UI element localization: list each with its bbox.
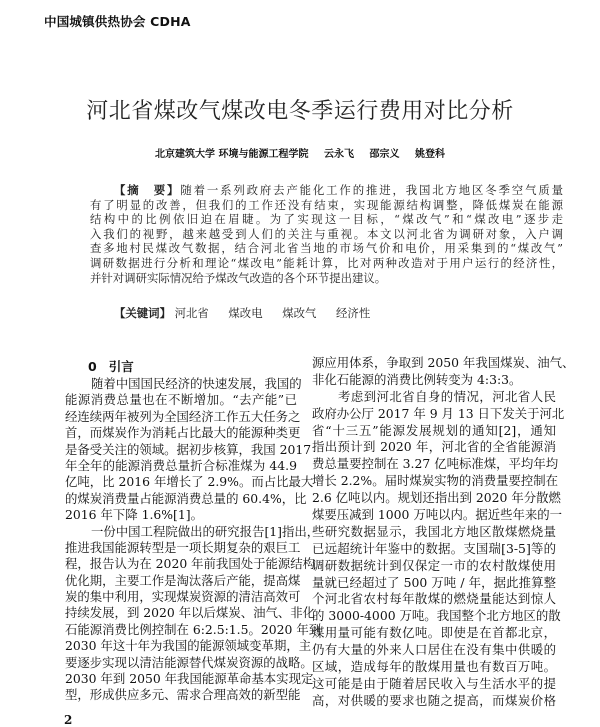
body-text-line: 推进我国能源转型是一项长期复杂的艰巨工 [65,539,301,555]
section-heading [88,357,134,375]
abstract-line: 查多地村民煤改气数据，结合河北省当地的市场气价和电价，用采集到的“煤改气” [90,241,563,256]
abstract-label: 【摘 要】 [114,183,181,197]
body-text-line: 政府办公厅 2017 年 9 月 13 日下发关于河北 [312,405,565,421]
body-text-line: 这可能是由于随着居民收入与生活水平的提 [312,675,556,691]
abstract-line: 结构中的比例依旧迫在眉睫。为了实现这一目标，“煤改气”和“煤改电”逐步走 [90,212,563,227]
body-text-line: 增长 2.2%。届时煤炭实物的消费量要控制在 [312,473,559,489]
author: 云永飞 [324,149,354,160]
body-text-line: 亿吨，比 2016 年增长了 2.9%。而占比最大 [65,474,314,490]
body-text-line: 能源消费总量也在不断增加。“去产能”已 [65,392,297,408]
abstract-line: 并针对调研实际情况给予煤改气改造的各个环节提出建议。 [90,270,387,285]
body-text-line: 石能源消费比例控制在 6:2.5:1.5。2020 年到 [65,621,322,637]
body-text-line: 非化石能源的消费比例转变为 4:3:3。 [312,371,522,387]
body-text-line: 持续发展，到 2020 年以后煤炭、油气、非化 [65,605,316,621]
body-text-line: 煤要压减到 1000 万吨以内。据近些年来的一 [312,507,563,523]
body-text-line: 源应用体系，争取到 2050 年我国煤炭、油气、 [312,355,575,370]
body-text-line: 的煤炭消费量占能源消费总量的 60.4%，比 [65,490,307,506]
article-title: 河北省煤改气煤改电冬季运行费用对比分析 [86,99,514,124]
body-text-line: 考虑到河北省自身的情况，河北省人民 [338,388,556,404]
body-text-line: 调研数据统计到仅保定一市的农村散煤使用 [312,557,556,573]
body-text-line: 些研究数据显示，我国北方地区散煤燃烧量 [312,523,556,539]
section-title: 引言 [108,359,134,374]
body-text-line: 经连续两年被列为全国经济工作五大任务之 [65,408,301,424]
body-text-line: 高，对供暖的要求也随之提高，而煤炭价格 [312,692,556,708]
body-text-line: 量就已经超过了 500 万吨 / 年，据此推算整 [312,574,556,590]
body-text-line: 2030 年到 2050 年我国能源革命基本实现定 [65,671,314,687]
body-text-line: 指出预计到 2020 年，河北省的全省能源消 [312,439,556,455]
body-text-line: 年全年的能源消费总量折合标准煤为 44.9 [65,457,297,473]
body-text-line: 区域，造成每年的散煤用量也有数百万吨。 [312,659,556,675]
keywords-label: 【关键词】 [114,306,171,320]
body-text-line: 已远超统计年鉴中的数据。支国瑞[3-5]等的 [312,540,556,556]
body-text-line: 随着中国国民经济的快速发展，我国的 [91,376,302,391]
body-text-line: 是备受关注的领域。据初步核算，我国 2017 [65,441,312,457]
body-text-line: 个河北省农村每年散煤的燃烧量能达到惊人 [312,591,556,607]
body-text-line: 一份中国工程院做出的研究报告[1]指出， [91,523,320,539]
body-text-line: 省“十三五”能源发展规划的通知[2]，通知 [312,422,556,438]
author-line [0,145,600,160]
page-number: 2 [64,713,73,727]
body-text-line: 2016 年下降 1.6%[1]。 [65,507,204,523]
body-text-line: 2.6 亿吨以内。规划还指出到 2020 年分散燃 [312,490,561,506]
body-text-line: 优化期，主要工作是淘汰落后产能，提高煤 [65,572,301,588]
body-text-line: 费总量要控制在 3.27 亿吨标准煤，平均年均 [312,456,559,472]
keyword: 煤改电 [228,306,263,320]
abstract-line: 【摘 要】随着一系列政府去产能化工作的推进，我国北方地区冬季空气质量 [114,183,563,197]
body-text-line: 型，形成供应多元、需求合理高效的新型能 [65,687,301,703]
body-text-line: 要逐步实现以清洁能源替代煤炭资源的战略。 [65,654,313,670]
abstract-line: 有了明显的改善，但我们的工作还没有结束，实现能源结构调整，降低煤炭在能源 [90,197,563,212]
author: 邵宗义 [369,149,400,160]
body-text-line: 炭的集中利用，实现煤炭资源的清洁高效可 [65,589,301,605]
section-number: 0 [88,359,97,374]
affiliation: 北京建筑大学 环境与能源工程学院 [155,149,309,160]
right-column [312,355,575,710]
body-text-line: 煤用量可能有数亿吨。即使是在首都北京， [312,625,556,641]
body-text-line: 仍有大量的外来人口居住在没有集中供暖的 [312,642,556,658]
body-text-line: 的 3000-4000 万吨。我国整个北方地区的散 [312,608,561,624]
keyword: 煤改气 [282,306,317,320]
body-text-line: 2030 年这十年为我国的能源领域变革期，主 [65,638,312,654]
keyword: 河北省 [174,306,209,320]
publisher-header: 中国城镇供热协会 CDHA [44,14,191,29]
body-text-line: 首，而煤炭作为消耗占比最大的能源种类更 [65,425,301,441]
left-column [65,376,322,704]
abstract-line: 调研数据进行分析和理论“煤改电”能耗计算，比对两种改造对于用户运行的经济性， [90,255,563,270]
body-text-line: 程，报告认为在 2020 年前我国处于能源结构 [65,556,316,572]
keywords [114,305,386,321]
abstract-line: 入我们的视野，越来越受到人们的关注与重视。本文以河北省为调研对象，入户调 [90,226,563,241]
keyword: 经济性 [336,306,371,320]
author: 姚登科 [414,149,445,160]
abstract [90,183,563,285]
